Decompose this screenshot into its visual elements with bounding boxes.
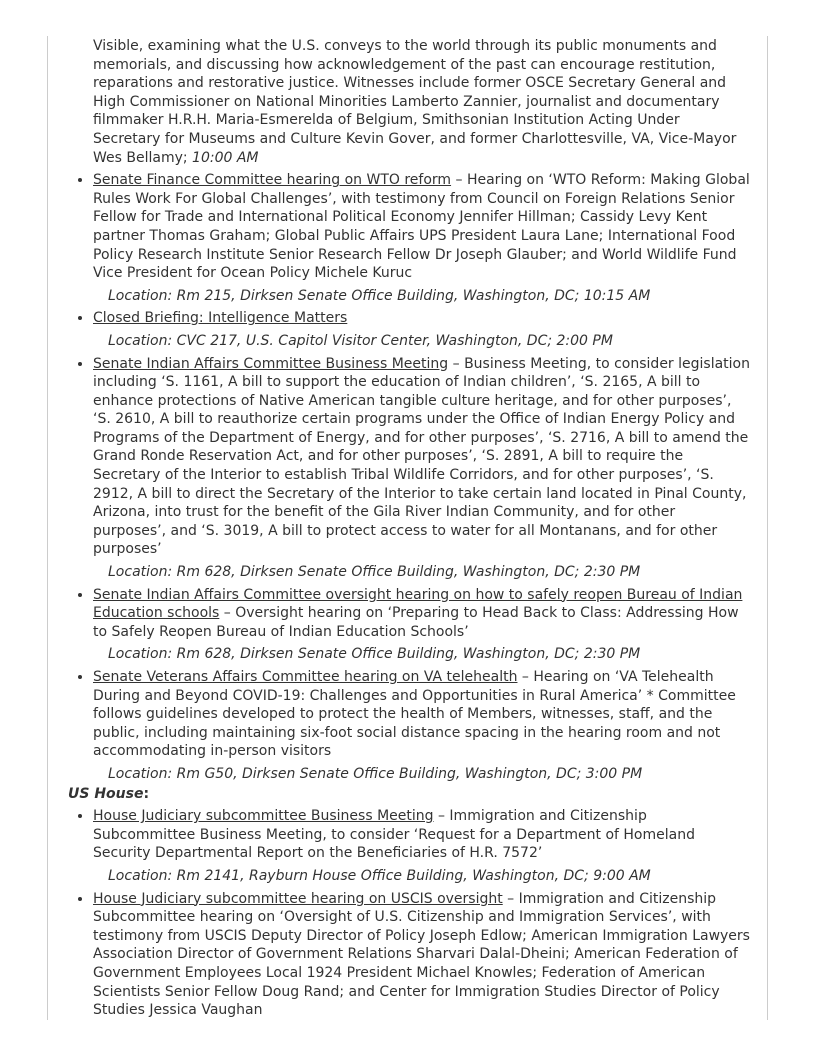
hearing-location: Location: Rm 2141, Rayburn House Office Building, Washington, DC; 9:00 AM <box>108 867 651 884</box>
section-heading-us-house <box>68 785 750 804</box>
senate-hearing-list <box>68 668 750 761</box>
section-heading-text: US House <box>68 785 144 802</box>
hearing-description: – Oversight hearing on ‘Preparing to Head Back to Class: Addressing How to Safely Reopen Bureau of Indian Education Schools’ <box>93 605 739 640</box>
hearing-location: Location: Rm 628, Dirksen Senate Office Building, Washington, DC; 2:30 PM <box>108 646 641 663</box>
hearing-link[interactable]: Closed Briefing: Intelligence Matters <box>93 310 348 327</box>
senate-hearing-list <box>68 309 750 328</box>
list-item <box>93 890 750 1020</box>
hearing-location: Location: Rm G50, Dirksen Senate Office Building, Washington, DC; 3:00 PM <box>108 765 643 782</box>
list-item <box>93 668 750 761</box>
hearing-link[interactable]: House Judiciary subcommittee Business Meeting <box>93 808 434 825</box>
hearing-link[interactable]: Senate Finance Committee hearing on WTO reform <box>93 172 452 189</box>
hearing-link[interactable]: Senate Indian Affairs Committee Business Meeting <box>93 355 449 372</box>
hearing-description: – Immigration and Citizenship Subcommittee hearing on ‘Oversight of U.S. Citizenship and Immigration Services’, with testimony from USCIS Deputy Director of Policy Joseph Edlow; American Immigration Lawyers Association Director of Government Relations Sharvari Dalal-Dheini; American Federation of Government Employees Local 1924 President Michael Knowles; Federation of American Scientists Senior Fellow Doug Rand; and Center for Immigration Studies Director of Policy Studies Jessica Vaughan <box>93 890 750 1019</box>
house-hearing-list <box>68 890 750 1020</box>
section-heading-colon: : <box>143 785 150 802</box>
hearing-location: Location: Rm 215, Dirksen Senate Office Building, Washington, DC; 10:15 AM <box>108 287 651 304</box>
hearing-link[interactable]: House Judiciary subcommittee hearing on USCIS oversight <box>93 890 503 907</box>
senate-hearing-list <box>68 355 750 560</box>
hearing-description: – Hearing on ‘VA Telehealth During and Beyond COVID-19: Challenges and Opportunities in Rural America’ * Committee follows guidelines developed to protect the health of Members, witnesses, staff, and the public, including maintaining six-foot social distance spacing in the hearing room and not accommodating in-person visitors <box>93 669 736 760</box>
senate-hearing-list <box>68 586 750 642</box>
hearing-link[interactable]: Senate Veterans Affairs Committee hearing on VA telehealth <box>93 669 518 685</box>
house-hearing-list <box>68 807 750 863</box>
continued-item-text <box>93 37 750 167</box>
right-border-rule <box>767 36 768 1020</box>
hearing-description: – Hearing on ‘WTO Reform: Making Global Rules Work For Global Challenges’, with testimony from Council on Foreign Relations Senior Fellow for Trade and International Political Economy Jennifer Hillman; Cassidy Levy Kent partner Thomas Graham; Global Public Affairs UPS President Laura Lane; International Food Policy Research Institute Senior Research Fellow Dr Joseph Glauber; and World Wildlife Fund Vice President for Ocean Policy Michele Kuruc <box>93 172 750 282</box>
list-item <box>93 171 750 283</box>
continued-description: Visible, examining what the U.S. conveys to the world through its public monuments and memorials, and discussing how acknowledgement of the past can encourage restitution, reparations and restorative justice. Witnesses include former OSCE Secretary General and High Commissioner on National Minorities Lamberto Zannier, journalist and documentary filmmaker H.R.H. Maria-Esmerelda of Belgium, Smithsonian Institution Acting Under Secretary for Museums and Culture Kevin Gover, and former Charlottesville, VA, Vice-Mayor Wes Bellamy; <box>93 38 737 166</box>
hearing-location: Location: CVC 217, U.S. Capitol Visitor Center, Washington, DC; 2:00 PM <box>108 332 613 349</box>
continued-time: 10:00 AM <box>192 149 259 166</box>
list-item <box>93 309 750 328</box>
hearing-description: – Business Meeting, to consider legislation including ‘S. 1161, A bill to support the education of Indian children’, ‘S. 2165, A bill to enhance protections of Native American tangible culture heritage, and for other purposes’, ‘S. 2610, A bill to reauthorize certain programs under the Office of Indian Energy Policy and Programs of the Department of Energy, and for other purposes’, ‘S. 2716, A bill to amend the Grand Ronde Reservation Act, and for other purposes’, ‘S. 2891, A bill to require the Secretary of the Interior to establish Tribal Wildlife Corridors, and for other purposes’, ‘S. 2912, A bill to direct the Secretary of the Interior to take certain land located in Pinal County, Arizona, into trust for the benefit of the Gila River Indian Community, and for other purposes’, and ‘S. 3019, A bill to protect access to water for all Montanans, and for other purposes’ <box>93 355 750 558</box>
list-item <box>93 355 750 560</box>
list-item <box>93 586 750 642</box>
list-item <box>93 807 750 863</box>
senate-hearing-list <box>68 171 750 283</box>
hearing-link[interactable]: Senate Indian Affairs Committee oversight hearing on how to safely reopen Bureau of Indian Education schools <box>93 586 743 622</box>
hearing-location: Location: Rm 628, Dirksen Senate Office Building, Washington, DC; 2:30 PM <box>108 564 641 581</box>
hearing-description: – Immigration and Citizenship Subcommittee Business Meeting, to consider ‘Request for a Department of Homeland Security Departmental Report on the Beneficiaries of H.R. 7572’ <box>93 808 695 862</box>
left-border-rule <box>47 36 48 1020</box>
schedule-content <box>68 37 750 1020</box>
